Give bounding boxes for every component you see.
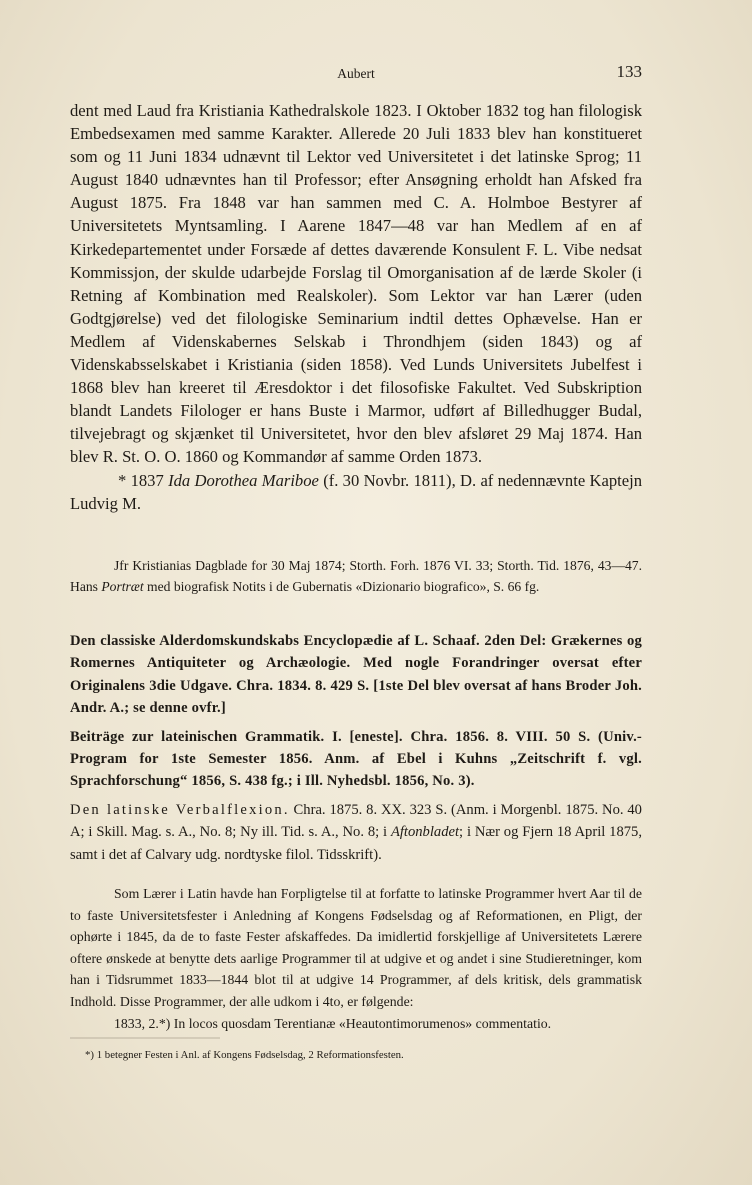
sources-part2: med biografisk Notits i de Gubernatis «Dizionario biografico», S. 66 fg.	[143, 579, 540, 594]
programmes-paragraph: Som Lærer i Latin havde han Forpligtelse til at forfatte to latinske Programmer hvert Aar til de to faste Universitetsfester i Anledning af Kongens Fødselsdag og af Reformationen, en Pligt, der ophørte i 1845, da de to faste Fester afskaffedes. Da imidlertid forskjellige af Universitetets Lærere oftere ønskede at benytte dets aarlige Programmer til at udgive et og andet i sine Studieretninger, kom han i Tidsrummet 1833—1844 blot til at udgive 14 Programmer, af dels kritisk, dels grammatisk Indhold. Disse Programmer, der alle udkom i 4to, er følgende:	[70, 886, 642, 1009]
verbalflexion-rest: Chra. 1875. 8. XX. 323 S. (Anm. i Morgenbl. 1875. No. 40 A; i Skill. Mag. s. A., No. 8; Ny ill. Tid. s. A., No. 8; i	[70, 801, 642, 841]
sources-part1: Jfr Kristianias Dagblade for 30 Maj 1874; Storth. Forh. 1876 VI. 33; Storth. Tid. 1876, 43—47. Hans	[70, 558, 642, 594]
wife-name: Ida Dorothea Mariboe	[168, 470, 319, 490]
works-list	[70, 630, 642, 872]
sources-paragraph	[70, 555, 642, 597]
verbalflexion-title: Den latinske Verbalflexion.	[70, 801, 290, 818]
page-header	[70, 62, 642, 86]
programmes-section	[70, 883, 642, 1034]
page-number: 133	[616, 62, 642, 81]
marriage-suffix: (f. 30 Novbr. 1811), D. af nedennævnte Kaptejn Ludvig M.	[70, 470, 642, 513]
verbalflexion-italic: Aftonbladet	[390, 824, 460, 841]
programme-list-item: 1833, 2.*) In locos quosdam Terentianæ «Heautontimorumenos» commentatio.	[114, 1015, 552, 1031]
footnote: *) 1 betegner Festen i Anl. af Kongens Fødselsdag, 2 Reformationsfesten.	[85, 1049, 404, 1061]
work-entry-encyclopaedia: Den classiske Alderdomskundskabs Encyclopædie af L. Schaaf. 2den Del: Grækernes og Romernes Antiquiteter og Archæologie. Med nogle Forandringer oversat efter Originalens 3die Udgave. Chra. 1834. 8. 429 S. [1ste Del blev oversat af hans Broder Joh. Andr. A.; se denne ovfr.]	[70, 633, 642, 717]
footnote-divider	[70, 1037, 220, 1039]
work-entry-verbalflexion	[70, 799, 642, 866]
biography-body	[70, 99, 642, 515]
verbalflexion-end: ; i Nær og Fjern 18 April 1875, samt i det af Calvary udg. nordtyske filol. Tidsskrift).	[70, 824, 642, 863]
sources-note	[70, 555, 642, 597]
sources-italic: Portræt	[101, 579, 144, 594]
work-entry-beitraege: Beiträge zur lateinischen Grammatik. I. [eneste]. Chra. 1856. 8. VIII. 50 S. (Univ.-Program for 1ste Semester 1856. Anm. af Ebel i Kuhns „Zeitschrift f. vgl. Sprachforschung“ 1856, S. 438 fg.; i Ill. Nyhedsbl. 1856, No. 3).	[70, 728, 642, 790]
marriage-paragraph	[70, 469, 642, 515]
main-paragraph: dent med Laud fra Kristiania Kathedralskole 1823. I Oktober 1832 tog han filologisk Embedsexamen med samme Karakter. Allerede 20 Juli 1833 blev han konstitueret som og 11 Juni 1834 udnævnt til Lektor ved Universitetet i det latinske Sprog; 11 August 1840 udnævntes han til Professor; efter Ansøgning erholdt han Afsked fra August 1875. Fra 1848 var han sammen med C. A. Holmboe Bestyrer af Universitetets Myntsamling. I Aarene 1847—48 var han Medlem af en af Kirkedepartementet under Forsæde af dettes daværende Konsulent F. L. Vibe nedsat Kommissjon, der skulde udarbejde Forslag til Omorganisation af de lærde Skoler (i Retning af Kombination med Realskoler). Som Lektor var han Lærer (uden Godtgjørelse) ved det filologiske Seminarium indtil dettes Ophævelse. Han er Medlem af Videnskabernes Selskab i Throndhjem (siden 1843) og af Videnskabsselskabet i Kristiania (siden 1858). Ved Lunds Universitets Jubelfest i 1868 blev han kreeret til Æresdoktor i det filosofiske Fakultet. Ved Subskription blandt Landets Filologer er hans Buste i Marmor, udført af Billedhugger Budal, tilvejebragt og skjænket til Universitetet, hvor den blev afsløret 29 Maj 1874. Han blev R. St. O. O. 1860 og Kommandør af samme Orden 1873.	[70, 101, 642, 467]
running-head: Aubert	[337, 66, 375, 81]
marriage-prefix: * 1837	[118, 470, 169, 490]
